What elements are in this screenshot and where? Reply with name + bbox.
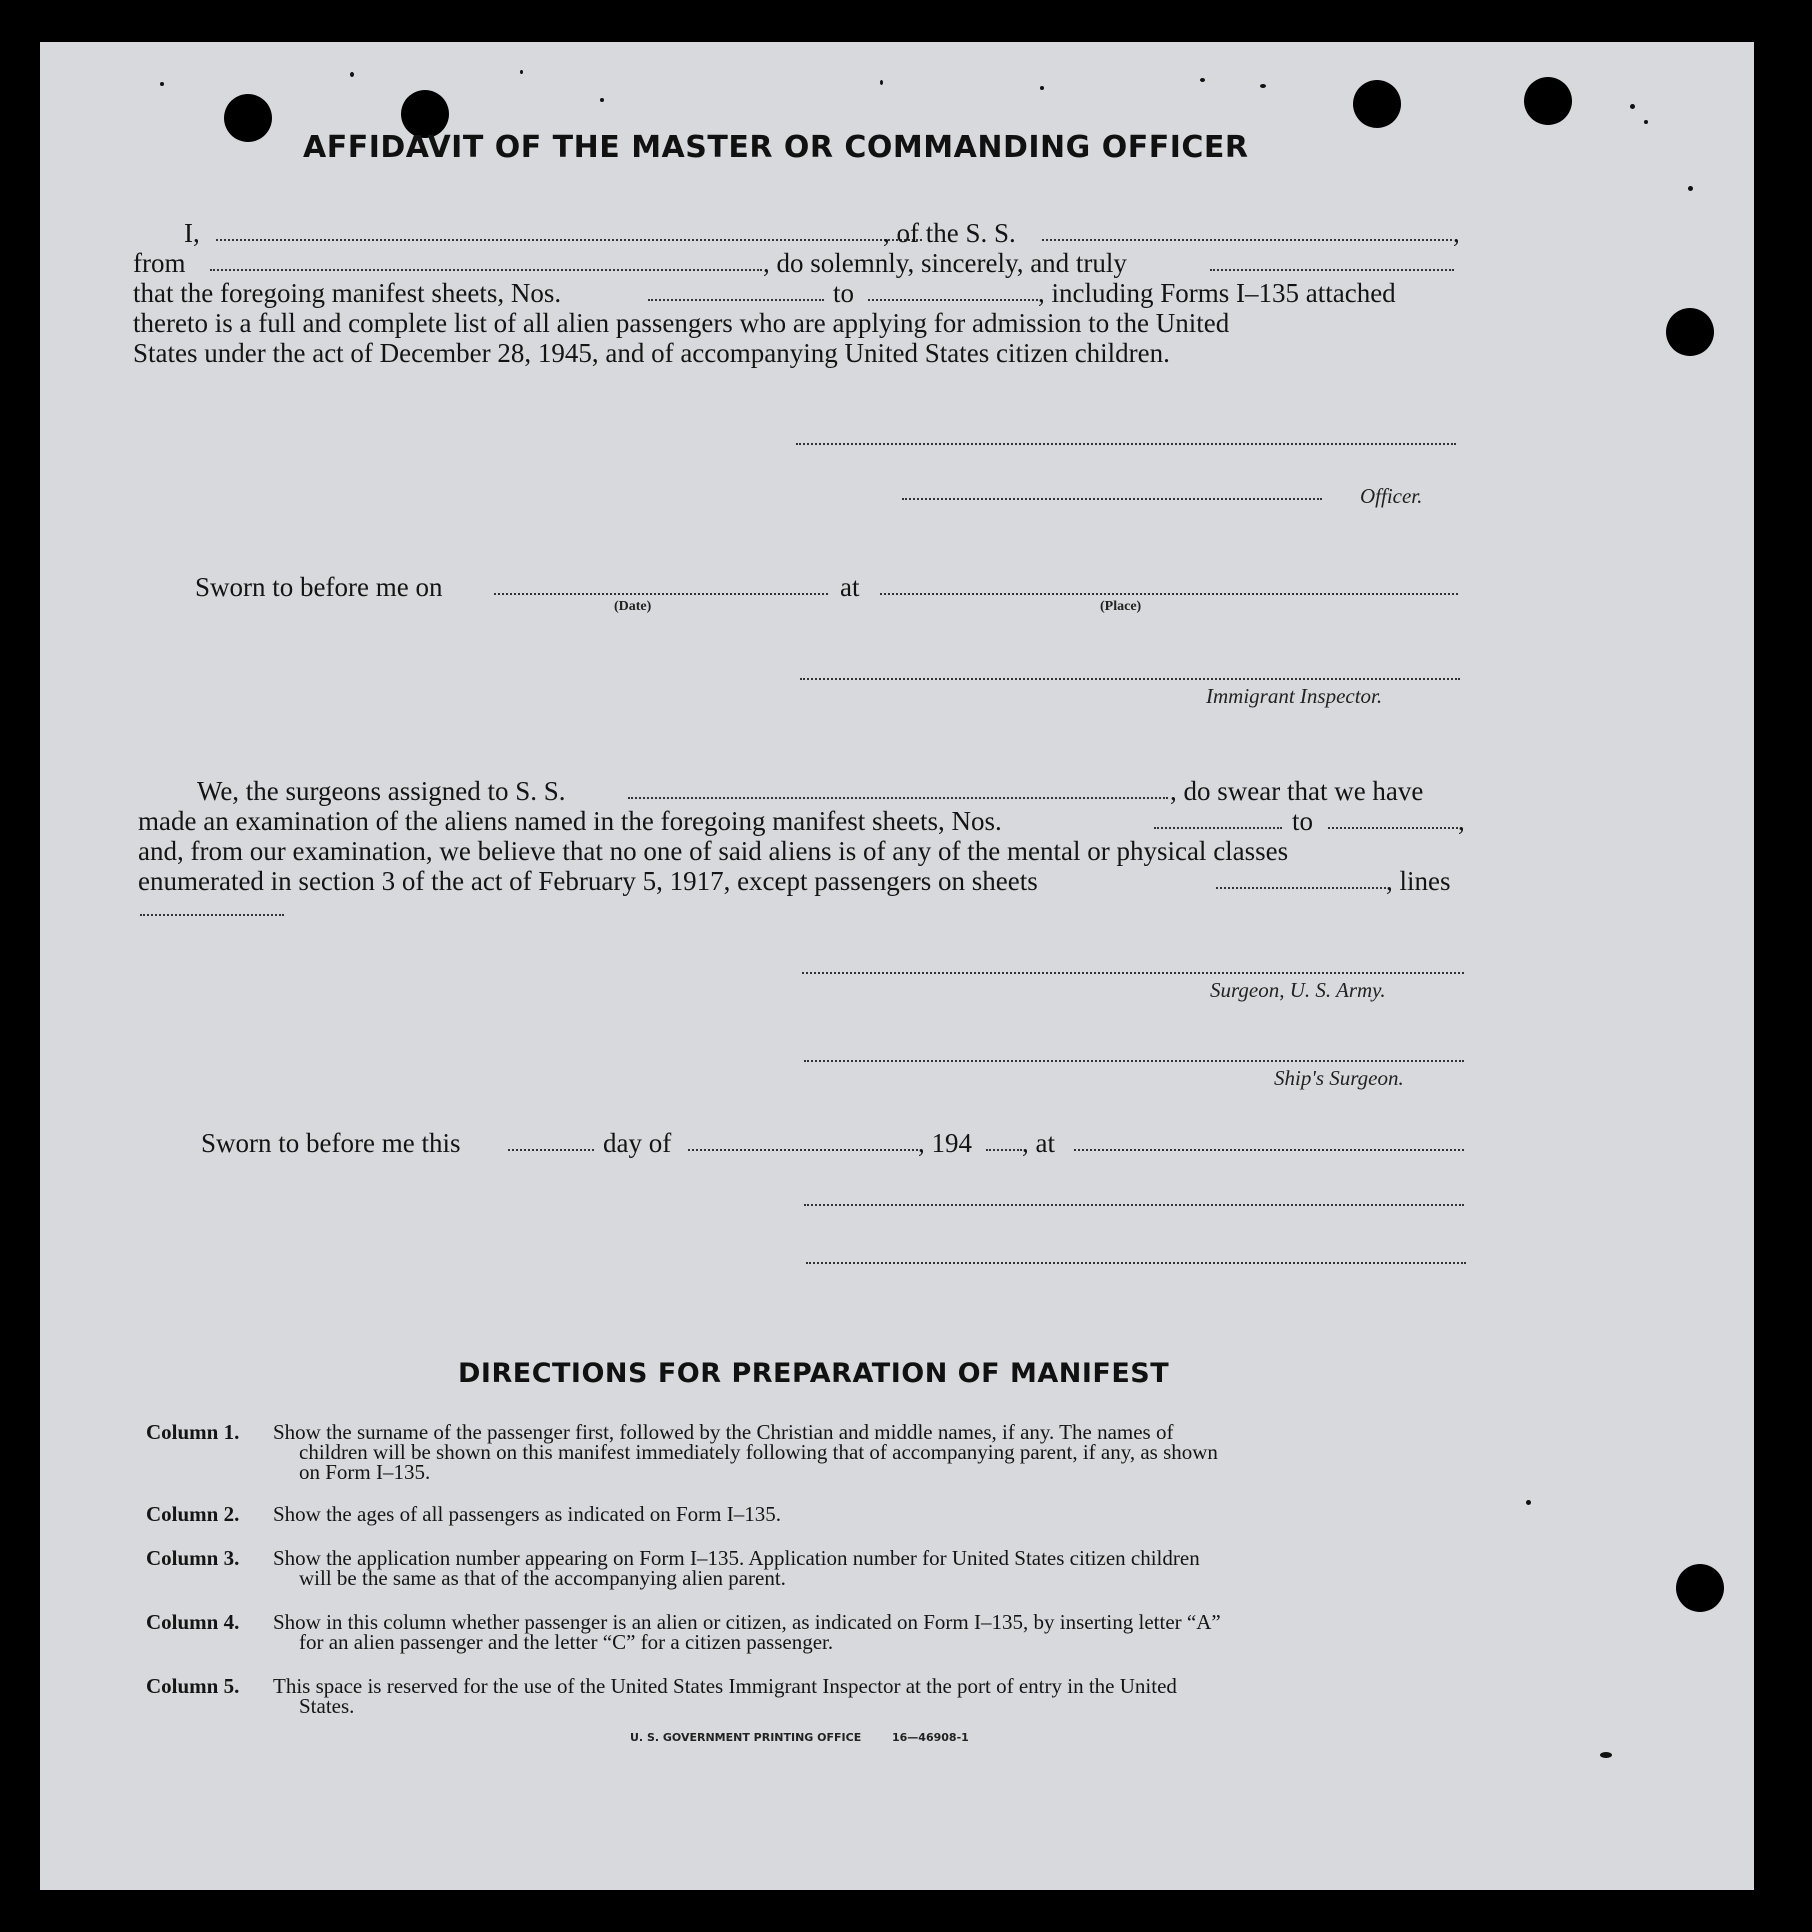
speck [1040,86,1044,90]
page-title: AFFIDAVIT OF THE MASTER OR COMMANDING OFFICER [303,130,1249,165]
officer-name-line[interactable] [902,498,1322,500]
army-surgeon-signature-line[interactable] [802,972,1464,974]
sworn-text: Sworn to before me this [201,1128,461,1158]
affidavit-text: thereto is a full and complete list of all alien passengers who are applying for admission to the United [133,308,1230,338]
sworn-text: , at [1022,1128,1055,1158]
direction-text [273,1612,1463,1652]
surgeons-text: enumerated in section 3 of the act of February 5, 1917, except passengers on sheets [138,866,1038,896]
affidavit-text: to [833,278,855,308]
direction-line: Show the application number appearing on Form I–135. Application number for United States citizen children [273,1546,1200,1570]
sheets-from-field[interactable] [648,299,824,301]
form-page [40,42,1754,1890]
inspector-signature-line[interactable] [800,678,1460,680]
speck [350,72,354,77]
speck [1600,1752,1612,1758]
affidavit-text: , of the S. S. [883,218,1016,248]
speck [1644,120,1648,124]
direction-line: This space is reserved for the use of the United States Immigrant Inspector at the port of entry in the United [273,1674,1177,1698]
signature-line[interactable] [804,1204,1464,1206]
sworn-text: at [840,572,860,602]
punch-hole [1524,77,1572,125]
direction-column-label: Column 2. [146,1502,240,1526]
direction-line: for an alien passenger and the letter “C” for a citizen passenger. [299,1630,834,1654]
punch-hole [1666,308,1714,356]
sworn-date-field[interactable] [494,593,828,595]
place-caption: (Place) [1100,599,1142,614]
speck [1688,186,1693,191]
direction-line: children will be shown on this manifest immediately following that of accompanying parent, if any, as shown [299,1440,1218,1464]
sworn-month-field[interactable] [688,1149,918,1151]
affidavit-text: , including Forms I–135 attached [1038,278,1396,308]
sworn-day-field[interactable] [508,1149,594,1151]
direction-line: Show the surname of the passenger first, followed by the Christian and middle names, if any. The names of [273,1420,1174,1444]
direction-line: States. [299,1694,355,1718]
affidavit-text: States under the act of December 28, 1945, and of accompanying United States citizen children. [133,338,1170,368]
direction-line: Show the ages of all passengers as indicated on Form I–135. [273,1502,781,1526]
officer-label: Officer. [1360,484,1423,508]
sworn-place-field-2[interactable] [1074,1149,1464,1151]
surgeons-text: We, the surgeons assigned to S. S. [197,776,566,806]
sworn-text: , 194 [918,1128,972,1158]
direction-column-label: Column 4. [146,1610,240,1634]
affidavit-text: , do solemnly, sincerely, and truly [763,248,1127,278]
from-port-field[interactable] [210,269,762,271]
surgeons-text: and, from our examination, we believe that no one of said aliens is of any of the mental or physical classes [138,836,1289,866]
excepted-sheets-field[interactable] [1216,887,1386,889]
surgeons-text: made an examination of the aliens named in the foregoing manifest sheets, Nos. [138,806,1002,836]
excepted-lines-field[interactable] [140,914,284,916]
speck [600,98,604,102]
punch-hole [1676,1564,1724,1612]
punch-hole [1353,80,1401,128]
direction-column-label: Column 1. [146,1420,240,1444]
speck [160,82,164,86]
ship-surgeon-label: Ship's Surgeon. [1274,1066,1404,1090]
speck [1630,104,1635,109]
direction-text [273,1676,1463,1716]
speck [880,80,883,85]
oath-field[interactable] [1210,269,1454,271]
sworn-text: Sworn to before me on [195,572,443,602]
speck [520,70,523,74]
direction-line: on Form I–135. [299,1460,431,1484]
affidavit-text: I, [184,218,200,248]
punch-hole [224,94,272,142]
directions-title: DIRECTIONS FOR PREPARATION OF MANIFEST [458,1358,1170,1389]
direction-text [273,1548,1463,1588]
sworn-year-field[interactable] [986,1149,1022,1151]
army-surgeon-label: Surgeon, U. S. Army. [1210,978,1386,1002]
ship-name-field[interactable] [1042,239,1452,241]
surgeons-text: , do swear that we have [1170,776,1424,806]
speck [1526,1500,1531,1505]
sheets-to-field[interactable] [868,299,1038,301]
master-name-field[interactable] [216,239,922,241]
direction-line: Show in this column whether passenger is an alien or citizen, as indicated on Form I–135, by inserting letter “A” [273,1610,1221,1634]
speck [1260,84,1266,88]
surgeons-ship-field[interactable] [628,797,1168,799]
direction-text [273,1504,1463,1524]
speck [1200,78,1205,82]
printer-imprint: U. S. GOVERNMENT PRINTING OFFICE [630,1731,862,1744]
surgeons-text: to [1292,806,1314,836]
sworn-text: day of [603,1128,672,1158]
direction-column-label: Column 5. [146,1674,240,1698]
direction-text [273,1422,1463,1482]
date-caption: (Date) [614,599,652,614]
sworn-place-field[interactable] [880,593,1458,595]
form-code: 16—46908-1 [892,1731,969,1744]
officer-signature-line[interactable] [796,443,1456,445]
affidavit-text: that the foregoing manifest sheets, Nos. [133,278,562,308]
affidavit-text: , [1453,218,1460,248]
surgeons-text: , lines [1386,866,1451,896]
inspector-label: Immigrant Inspector. [1206,684,1383,708]
surgeons-text: , [1458,806,1465,836]
signature-line[interactable] [806,1262,1466,1264]
surgeons-sheets-from-field[interactable] [1154,827,1282,829]
affidavit-text: from [133,248,186,278]
surgeons-sheets-to-field[interactable] [1328,827,1458,829]
direction-column-label: Column 3. [146,1546,240,1570]
direction-line: will be the same as that of the accompanying alien parent. [299,1566,786,1590]
ship-surgeon-signature-line[interactable] [804,1060,1464,1062]
